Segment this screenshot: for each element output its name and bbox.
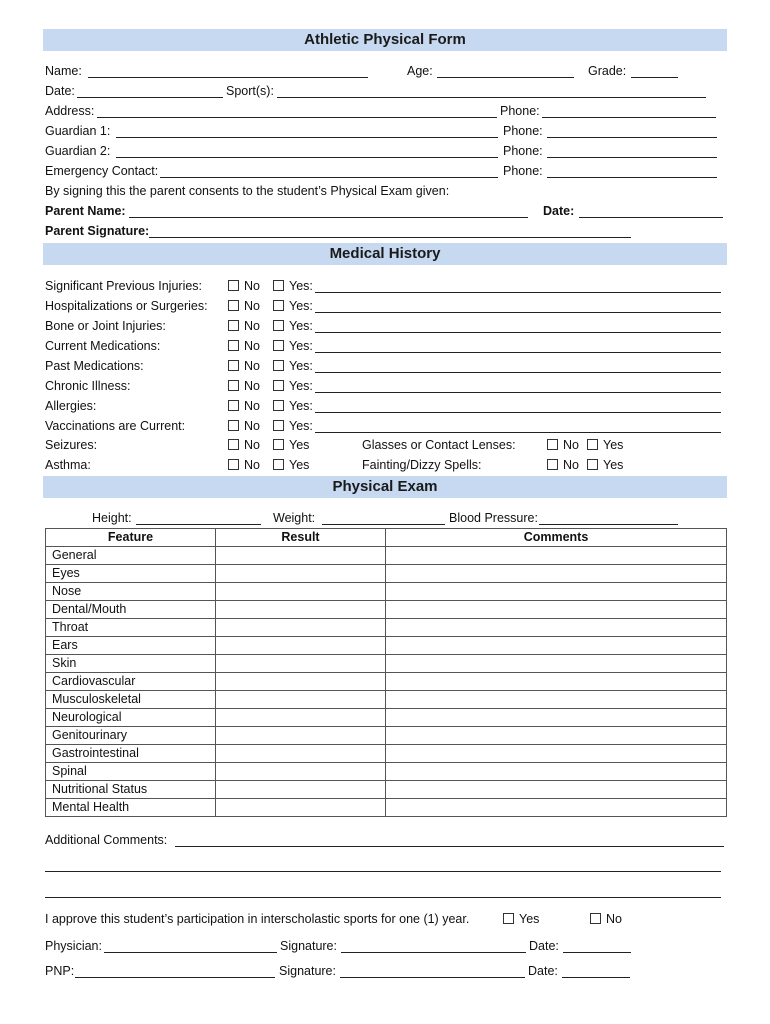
checkbox-icon bbox=[273, 380, 284, 391]
parent-name-label: Parent Name: bbox=[45, 204, 126, 218]
result-cell[interactable] bbox=[216, 745, 386, 763]
checkbox-icon bbox=[273, 300, 284, 311]
feature-cell: Gastrointestinal bbox=[46, 745, 216, 763]
glasses-yes[interactable] bbox=[587, 437, 623, 453]
comments-cell[interactable] bbox=[386, 547, 727, 565]
table-row bbox=[46, 619, 727, 637]
weight-field[interactable] bbox=[322, 524, 445, 525]
result-cell[interactable] bbox=[216, 637, 386, 655]
table-row bbox=[46, 601, 727, 619]
column-header: Result bbox=[216, 529, 386, 547]
checkbox-icon bbox=[587, 439, 598, 450]
checkbox-icon bbox=[228, 340, 239, 351]
parent-name-field[interactable] bbox=[129, 217, 528, 218]
height-field[interactable] bbox=[136, 524, 261, 525]
emergency-field[interactable] bbox=[160, 177, 498, 178]
feature-cell: Ears bbox=[46, 637, 216, 655]
medical-item-yes[interactable] bbox=[273, 298, 313, 314]
no-text: No bbox=[244, 299, 260, 313]
physician-date-label: Date: bbox=[529, 939, 559, 953]
glasses-label: Glasses or Contact Lenses: bbox=[362, 438, 516, 452]
no-text: No bbox=[244, 319, 260, 333]
table-row bbox=[46, 781, 727, 799]
guardian1-label: Guardian 1: bbox=[45, 124, 111, 138]
comments-cell[interactable] bbox=[386, 763, 727, 781]
fainting-label: Fainting/Dizzy Spells: bbox=[362, 458, 482, 472]
guardian2-phone-field[interactable] bbox=[547, 157, 717, 158]
comments-cell[interactable] bbox=[386, 601, 727, 619]
sports-field[interactable] bbox=[277, 97, 706, 98]
comments-cell[interactable] bbox=[386, 565, 727, 583]
feature-cell: Neurological bbox=[46, 709, 216, 727]
no-text: No bbox=[244, 339, 260, 353]
feature-cell: Nutritional Status bbox=[46, 781, 216, 799]
table-row bbox=[46, 547, 727, 565]
medical-item-yes[interactable] bbox=[273, 358, 313, 374]
feature-cell: Dental/Mouth bbox=[46, 601, 216, 619]
feature-cell: Spinal bbox=[46, 763, 216, 781]
asthma-no[interactable] bbox=[228, 457, 260, 473]
checkbox-icon bbox=[273, 280, 284, 291]
emergency-phone-label: Phone: bbox=[503, 164, 543, 178]
comments-cell[interactable] bbox=[386, 709, 727, 727]
checkbox-icon bbox=[547, 459, 558, 470]
grade-label: Grade: bbox=[588, 64, 627, 78]
medical-item-no[interactable] bbox=[228, 278, 260, 294]
comments-cell[interactable] bbox=[386, 583, 727, 601]
yes-text: Yes: bbox=[289, 359, 313, 373]
checkbox-icon bbox=[273, 439, 284, 450]
medical-item-label: Past Medications: bbox=[45, 359, 144, 373]
no-text: No bbox=[244, 419, 260, 433]
yes-text: Yes bbox=[289, 438, 310, 452]
comments-cell[interactable] bbox=[386, 691, 727, 709]
feature-cell: Nose bbox=[46, 583, 216, 601]
feature-cell: Cardiovascular bbox=[46, 673, 216, 691]
checkbox-icon bbox=[273, 420, 284, 431]
result-cell[interactable] bbox=[216, 691, 386, 709]
medical-item-no[interactable] bbox=[228, 338, 260, 354]
yes-text: Yes bbox=[603, 458, 624, 472]
pnp-signature-label: Signature: bbox=[279, 964, 336, 978]
medical-item-details-field[interactable] bbox=[315, 332, 721, 333]
date-label: Date: bbox=[45, 84, 75, 98]
pnp-date-label: Date: bbox=[528, 964, 558, 978]
table-row bbox=[46, 637, 727, 655]
asthma-yes[interactable] bbox=[273, 457, 309, 473]
feature-cell: Skin bbox=[46, 655, 216, 673]
medical-item-label: Allergies: bbox=[45, 399, 97, 413]
pnp-signature-field[interactable] bbox=[340, 977, 525, 978]
address-phone-field[interactable] bbox=[542, 117, 716, 118]
approve-no[interactable] bbox=[590, 911, 622, 927]
feature-cell: Genitourinary bbox=[46, 727, 216, 745]
no-text: No bbox=[244, 438, 260, 452]
physician-signature-label: Signature: bbox=[280, 939, 337, 953]
yes-text: Yes bbox=[289, 458, 310, 472]
comments-cell[interactable] bbox=[386, 673, 727, 691]
name-label: Name: bbox=[45, 64, 82, 78]
date-field[interactable] bbox=[77, 97, 223, 98]
emergency-label: Emergency Contact: bbox=[45, 164, 159, 178]
address-phone-label: Phone: bbox=[500, 104, 540, 118]
asthma-label: Asthma: bbox=[45, 458, 91, 472]
yes-text: Yes: bbox=[289, 319, 313, 333]
result-cell[interactable] bbox=[216, 799, 386, 817]
comments-cell[interactable] bbox=[386, 727, 727, 745]
checkbox-icon bbox=[547, 439, 558, 450]
consent-text: By signing this the parent consents to the student’s Physical Exam given: bbox=[45, 184, 450, 198]
no-text: No bbox=[244, 359, 260, 373]
no-text: No bbox=[563, 458, 579, 472]
yes-text: Yes: bbox=[289, 419, 313, 433]
physical-exam-table bbox=[45, 528, 727, 817]
medical-item-details-field[interactable] bbox=[315, 352, 721, 353]
column-header: Feature bbox=[46, 529, 216, 547]
feature-cell: Musculoskeletal bbox=[46, 691, 216, 709]
medical-item-details-field[interactable] bbox=[315, 312, 721, 313]
yes-text: Yes: bbox=[289, 299, 313, 313]
result-cell[interactable] bbox=[216, 583, 386, 601]
medical-item-yes[interactable] bbox=[273, 338, 313, 354]
medical-item-details-field[interactable] bbox=[315, 412, 721, 413]
medical-item-yes[interactable] bbox=[273, 398, 313, 414]
checkbox-icon bbox=[228, 360, 239, 371]
sports-label: Sport(s): bbox=[226, 84, 274, 98]
checkbox-icon bbox=[273, 459, 284, 470]
yes-text: Yes: bbox=[289, 399, 313, 413]
no-text: No bbox=[244, 399, 260, 413]
result-cell[interactable] bbox=[216, 727, 386, 745]
guardian1-phone-label: Phone: bbox=[503, 124, 543, 138]
no-text: No bbox=[244, 379, 260, 393]
guardian1-field[interactable] bbox=[116, 137, 498, 138]
yes-text: Yes: bbox=[289, 339, 313, 353]
additional-comments-label: Additional Comments: bbox=[45, 833, 168, 847]
medical-item-no[interactable] bbox=[228, 398, 260, 414]
checkbox-icon bbox=[228, 400, 239, 411]
checkbox-icon bbox=[228, 420, 239, 431]
feature-cell: Eyes bbox=[46, 565, 216, 583]
table-row bbox=[46, 565, 727, 583]
guardian2-label: Guardian 2: bbox=[45, 144, 111, 158]
medical-item-no[interactable] bbox=[228, 318, 260, 334]
grade-field[interactable] bbox=[631, 77, 678, 78]
result-cell[interactable] bbox=[216, 565, 386, 583]
checkbox-icon bbox=[228, 439, 239, 450]
medical-item-no[interactable] bbox=[228, 358, 260, 374]
physician-label: Physician: bbox=[45, 939, 102, 953]
table-header-row bbox=[46, 529, 727, 547]
checkbox-icon bbox=[273, 360, 284, 371]
table-row bbox=[46, 745, 727, 763]
checkbox-icon bbox=[590, 913, 601, 924]
medical-item-label: Significant Previous Injuries: bbox=[45, 279, 203, 293]
medical-item-no[interactable] bbox=[228, 298, 260, 314]
guardian2-field[interactable] bbox=[116, 157, 498, 158]
medical-history-heading: Medical History bbox=[43, 243, 727, 265]
result-cell[interactable] bbox=[216, 655, 386, 673]
pnp-date-field[interactable] bbox=[562, 977, 630, 978]
medical-item-yes[interactable] bbox=[273, 278, 313, 294]
result-cell[interactable] bbox=[216, 763, 386, 781]
medical-item-details-field[interactable] bbox=[315, 432, 721, 433]
feature-cell: Throat bbox=[46, 619, 216, 637]
comments-cell[interactable] bbox=[386, 619, 727, 637]
checkbox-icon bbox=[228, 300, 239, 311]
medical-item-label: Chronic Illness: bbox=[45, 379, 131, 393]
parent-date-label: Date: bbox=[543, 204, 575, 218]
seizures-label: Seizures: bbox=[45, 438, 98, 452]
physician-signature-field[interactable] bbox=[341, 952, 526, 953]
checkbox-icon bbox=[228, 459, 239, 470]
physical-exam-heading: Physical Exam bbox=[43, 476, 727, 498]
checkbox-icon bbox=[503, 913, 514, 924]
table-row bbox=[46, 799, 727, 817]
guardian1-phone-field[interactable] bbox=[547, 137, 717, 138]
checkbox-icon bbox=[273, 340, 284, 351]
parent-signature-field[interactable] bbox=[149, 237, 631, 238]
additional-comments-field[interactable] bbox=[175, 846, 724, 847]
form-title: Athletic Physical Form bbox=[43, 29, 727, 51]
medical-item-details-field[interactable] bbox=[315, 292, 721, 293]
fainting-yes[interactable] bbox=[587, 457, 623, 473]
no-text: No bbox=[244, 279, 260, 293]
result-cell[interactable] bbox=[216, 673, 386, 691]
yes-text: Yes: bbox=[289, 379, 313, 393]
medical-item-yes[interactable] bbox=[273, 318, 313, 334]
no-text: No bbox=[563, 438, 579, 452]
yes-text: Yes bbox=[603, 438, 624, 452]
seizures-yes[interactable] bbox=[273, 437, 309, 453]
checkbox-icon bbox=[228, 280, 239, 291]
parent-signature-label: Parent Signature: bbox=[45, 224, 150, 238]
table-row bbox=[46, 673, 727, 691]
age-field[interactable] bbox=[437, 77, 574, 78]
pnp-field[interactable] bbox=[75, 977, 275, 978]
additional-comments-line-2[interactable] bbox=[45, 871, 721, 872]
medical-item-label: Bone or Joint Injuries: bbox=[45, 319, 166, 333]
medical-item-details-field[interactable] bbox=[315, 372, 721, 373]
medical-item-no[interactable] bbox=[228, 378, 260, 394]
comments-cell[interactable] bbox=[386, 781, 727, 799]
table-row bbox=[46, 583, 727, 601]
name-field[interactable] bbox=[88, 77, 368, 78]
table-row bbox=[46, 709, 727, 727]
feature-cell: General bbox=[46, 547, 216, 565]
result-cell[interactable] bbox=[216, 709, 386, 727]
comments-cell[interactable] bbox=[386, 637, 727, 655]
comments-cell[interactable] bbox=[386, 655, 727, 673]
comments-cell[interactable] bbox=[386, 745, 727, 763]
yes-text: Yes: bbox=[289, 279, 313, 293]
blood-pressure-field[interactable] bbox=[539, 524, 678, 525]
weight-label: Weight: bbox=[273, 511, 316, 525]
result-cell[interactable] bbox=[216, 781, 386, 799]
height-label: Height: bbox=[92, 511, 132, 525]
result-cell[interactable] bbox=[216, 547, 386, 565]
comments-cell[interactable] bbox=[386, 799, 727, 817]
column-header: Comments bbox=[386, 529, 727, 547]
medical-item-details-field[interactable] bbox=[315, 392, 721, 393]
result-cell[interactable] bbox=[216, 619, 386, 637]
guardian2-phone-label: Phone: bbox=[503, 144, 543, 158]
checkbox-icon bbox=[228, 380, 239, 391]
approve-yes[interactable] bbox=[503, 911, 539, 927]
checkbox-icon bbox=[273, 320, 284, 331]
seizures-no[interactable] bbox=[228, 437, 260, 453]
checkbox-icon bbox=[228, 320, 239, 331]
approval-text: I approve this student’s participation in interscholastic sports for one (1) year. bbox=[45, 912, 470, 926]
table-row bbox=[46, 727, 727, 745]
physician-date-field[interactable] bbox=[563, 952, 631, 953]
no-text: No bbox=[606, 912, 622, 926]
address-field[interactable] bbox=[97, 117, 497, 118]
medical-item-label: Hospitalizations or Surgeries: bbox=[45, 299, 208, 313]
feature-cell: Mental Health bbox=[46, 799, 216, 817]
age-label: Age: bbox=[407, 64, 433, 78]
medical-item-label: Current Medications: bbox=[45, 339, 161, 353]
result-cell[interactable] bbox=[216, 601, 386, 619]
physician-field[interactable] bbox=[104, 952, 277, 953]
emergency-phone-field[interactable] bbox=[547, 177, 717, 178]
blood-pressure-label: Blood Pressure: bbox=[449, 511, 538, 525]
parent-date-field[interactable] bbox=[579, 217, 723, 218]
medical-item-yes[interactable] bbox=[273, 418, 313, 434]
medical-item-label: Vaccinations are Current: bbox=[45, 419, 186, 433]
yes-text: Yes bbox=[519, 912, 540, 926]
fainting-no[interactable] bbox=[547, 457, 579, 473]
medical-item-yes[interactable] bbox=[273, 378, 313, 394]
no-text: No bbox=[244, 458, 260, 472]
address-label: Address: bbox=[45, 104, 95, 118]
table-row bbox=[46, 763, 727, 781]
additional-comments-line-3[interactable] bbox=[45, 897, 721, 898]
table-row bbox=[46, 655, 727, 673]
table-row bbox=[46, 691, 727, 709]
pnp-label: PNP: bbox=[45, 964, 75, 978]
checkbox-icon bbox=[273, 400, 284, 411]
medical-item-no[interactable] bbox=[228, 418, 260, 434]
glasses-no[interactable] bbox=[547, 437, 579, 453]
checkbox-icon bbox=[587, 459, 598, 470]
